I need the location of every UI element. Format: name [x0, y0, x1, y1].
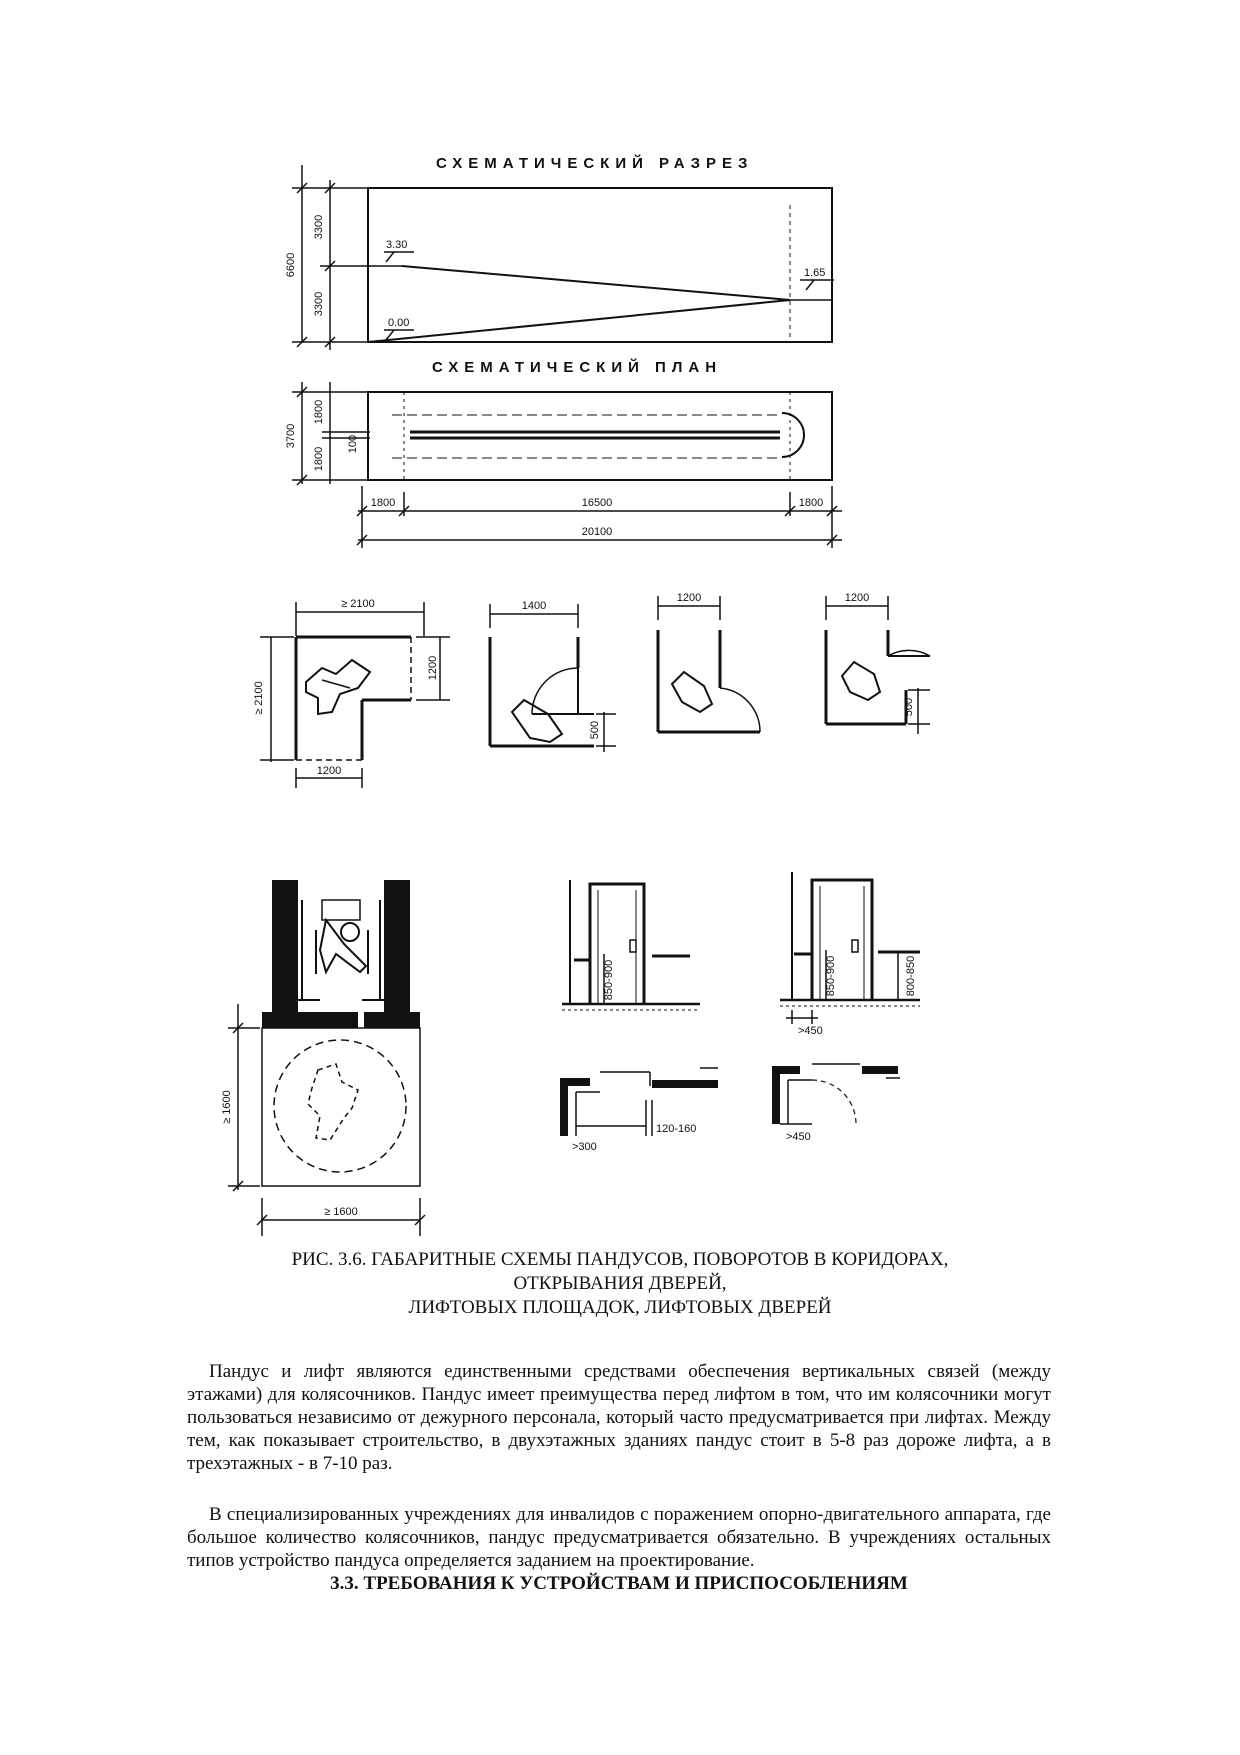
dim-handle1-height: 850-900: [603, 959, 615, 1001]
paragraph-ramp-vs-lift: Пандус и лифт являются единственными средствами обеспечения вертикальных связей (между этажами) для колясочников. Пандус имеет преимущества перед лифтом в том, что им колясочники могут пользоваться независимо от дежурного персонала, который часто предусматривается при лифтах. Между тем, как показывает строительство, в двухэтажных зданиях пандус стоит в 5-8 раз дороже лифта, а в трехэтажных - в 7-10 раз.: [187, 1361, 1051, 1474]
plan-title: СХЕМАТИЧЕСКИЙ ПЛАН: [432, 359, 723, 376]
schematic-plan-drawing: [292, 382, 842, 548]
dim-clear-3: 120-160: [656, 1123, 697, 1135]
dim-rail-height: 800-850: [905, 955, 917, 997]
level-mid: 1.65: [804, 267, 826, 279]
dim-plan-overall: 20100: [581, 526, 613, 538]
section-title: СХЕМАТИЧЕСКИЙ РАЗРЕЗ: [436, 155, 754, 172]
dim-turn-side: 1200: [427, 655, 439, 681]
corridor-turn-drawing: [260, 602, 450, 788]
dim-door1-width: 1400: [521, 600, 547, 612]
section-heading: 3.3. ТРЕБОВАНИЯ К УСТРОЙСТВАМ И ПРИСПОСОБЛЕНИЯМ: [330, 1573, 908, 1594]
dim-plan-lane-bottom: 1800: [313, 446, 325, 472]
dim-door3-width: 1200: [844, 592, 870, 604]
dim-section-lower: 3300: [313, 291, 325, 317]
dim-plan-right-landing: 1800: [798, 497, 824, 509]
dim-turn-bottom: 1200: [316, 765, 342, 777]
level-top: 3.30: [386, 239, 408, 251]
dim-plan-ramp: 16500: [581, 497, 613, 509]
lift-door-plan-2: [772, 1064, 900, 1124]
dim-landing-height: ≥ 1600: [221, 1090, 233, 1124]
dim-clear-1: >450: [798, 1025, 823, 1037]
schematic-section-drawing: [292, 165, 834, 350]
dim-section-upper: 3300: [313, 214, 325, 240]
level-bottom: 0.00: [388, 317, 410, 329]
dim-turn-width: ≥ 2100: [341, 598, 375, 610]
dim-landing-width: ≥ 1600: [324, 1206, 358, 1218]
dim-turn-height: ≥ 2100: [253, 681, 265, 715]
dim-clear-2: >300: [572, 1141, 597, 1153]
dim-door2-width: 1200: [676, 592, 702, 604]
dim-door1-offset: 500: [589, 720, 601, 740]
door-swing-2-drawing: [658, 596, 760, 732]
dim-plan-left-landing: 1800: [370, 497, 396, 509]
dim-clear-4: >450: [786, 1131, 811, 1143]
dim-plan-width: 3700: [285, 423, 297, 449]
dim-door3-offset: 500: [903, 697, 915, 717]
lift-door-elevation-1: [562, 880, 700, 1010]
dim-section-total: 6600: [285, 252, 297, 278]
figure-caption: [180, 1248, 1060, 1320]
paragraph-specialized-institutions: В специализированных учреждениях для инвалидов с поражением опорно-двигательного аппарата, где большое количество колясочников, пандус предусматривается обязательно. В учреждениях остальных типов устройство пандуса определяется заданием на проектирование.: [187, 1504, 1051, 1571]
caption-line-2: ОТКРЫВАНИЯ ДВЕРЕЙ,: [513, 1273, 727, 1294]
dim-plan-lane-top: 1800: [313, 399, 325, 425]
dim-plan-gap: 100: [347, 434, 359, 454]
caption-line-1: РИС. 3.6. ГАБАРИТНЫЕ СХЕМЫ ПАНДУСОВ, ПОВОРОТОВ В КОРИДОРАХ,: [291, 1249, 949, 1270]
dim-handle2-height: 850-900: [825, 955, 837, 997]
lift-door-elevation-2: [780, 872, 920, 1024]
caption-line-3: ЛИФТОВЫХ ПЛОЩАДОК, ЛИФТОВЫХ ДВЕРЕЙ: [408, 1297, 832, 1318]
lift-landing-drawing: [228, 880, 425, 1236]
